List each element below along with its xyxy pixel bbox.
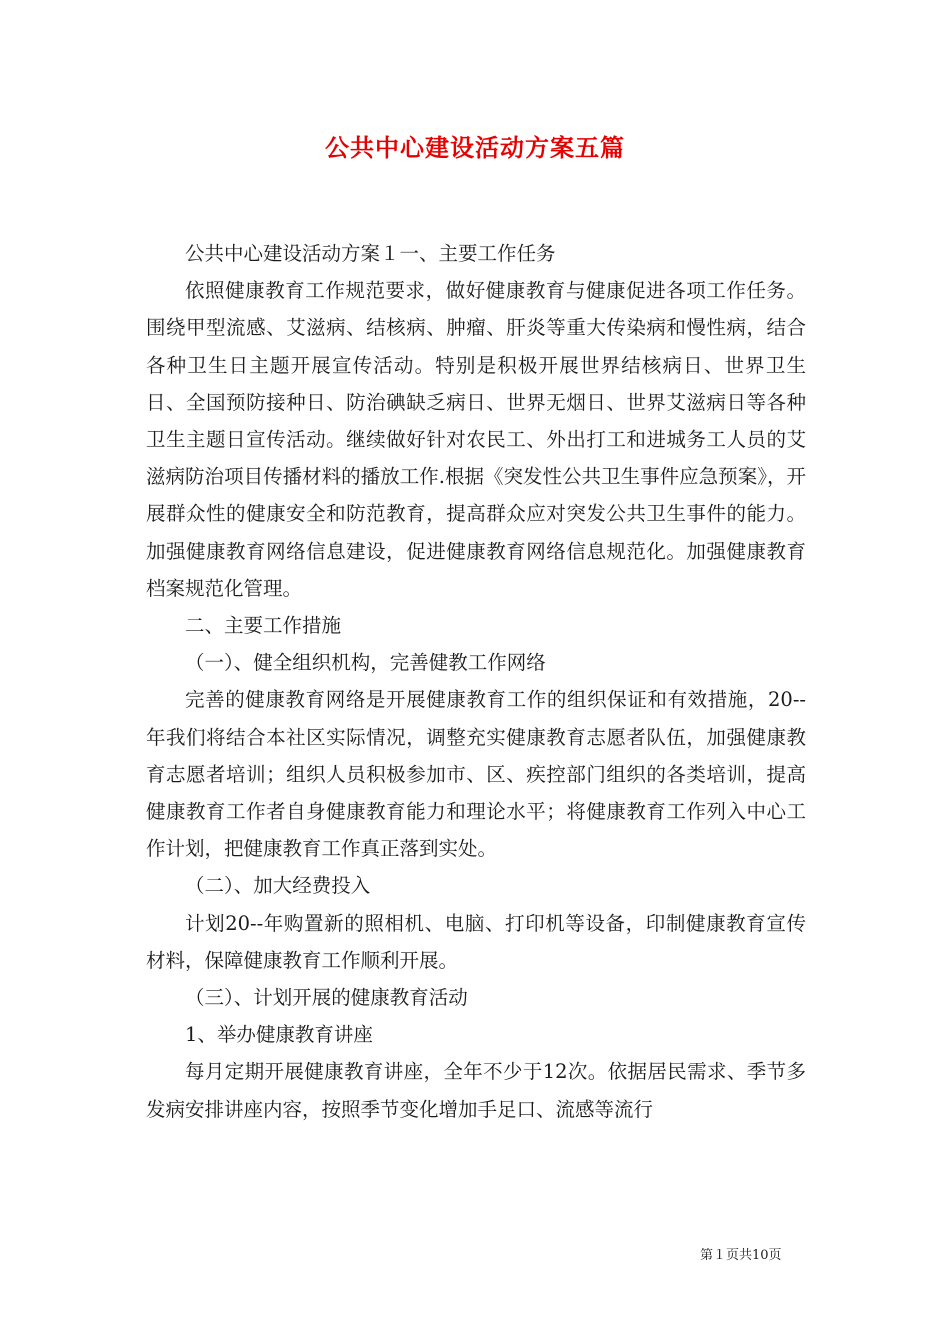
paragraph: 每月定期开展健康教育讲座，全年不少于12次。依据居民需求、季节多发病安排讲座内容，按照季节变化增加手足口、流感等流行 — [146, 1060, 806, 1121]
paragraph: 计划20--年购置新的照相机、电脑、打印机等设备，印制健康教育宣传材料，保障健康教育工作顺利开展。 — [146, 911, 806, 972]
subsection-heading: （三）、计划开展的健康教育活动 — [185, 986, 468, 1010]
paragraph: 完善的健康教育网络是开展健康教育工作的组织保证和有效措施，20--年我们将结合本社区实际情况，调整充实健康教育志愿者队伍，加强健康教育志愿者培训；组织人员积极参加市、区、疾控部门组织的各类培训，提高健康教育工作者自身健康教育能力和理论水平；将健康教育工作列入中心工作计划，把健康教育工作真正落到实处。 — [146, 688, 806, 861]
subsection-heading: （二）、加大经费投入 — [185, 874, 371, 898]
document-title: 公共中心建设活动方案五篇 — [325, 133, 625, 162]
list-heading: 1、举办健康教育讲座 — [185, 1023, 373, 1047]
paragraph: 依照健康教育工作规范要求，做好健康教育与健康促进各项工作任务。围绕甲型流感、艾滋病、结核病、肿瘤、肝炎等重大传染病和慢性病，结合各种卫生日主题开展宣传活动。特别是积极开展世界结核病日、世界卫生日、全国预防接种日、防治碘缺乏病日、世界无烟日、世界艾滋病日等各种卫生主题日宣传活动。继续做好针对农民工、外出打工和进城务工人员的艾滋病防治项目传播材料的播放工作.根据《突发性公共卫生事件应急预案》，开展群众性的健康安全和防范教育，提高群众应对突发公共卫生事件的能力。加强健康教育网络信息建设，促进健康教育网络信息规范化。加强健康教育档案规范化管理。 — [146, 279, 806, 600]
paragraph: 公共中心建设活动方案１一、主要工作任务 — [185, 242, 556, 265]
page-number: 第１页共10页 — [700, 1248, 782, 1263]
subsection-heading: （一）、健全组织机构，完善健教工作网络 — [185, 651, 546, 675]
section-heading: 二、主要工作措施 — [185, 614, 342, 638]
document-body — [146, 235, 806, 1128]
